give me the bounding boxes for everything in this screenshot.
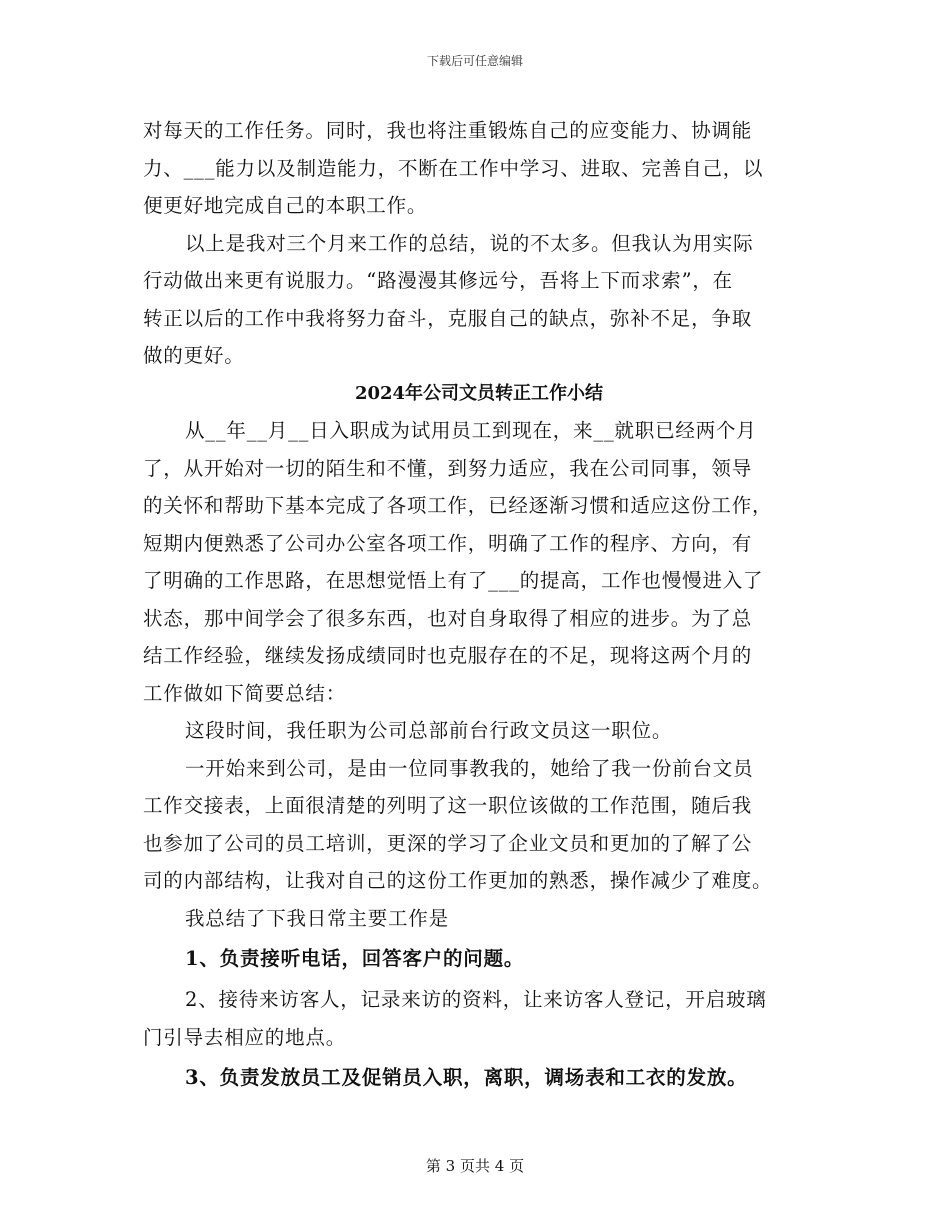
paragraph-line: 了，从开始对一切的陌生和不懂，到努力适应，我在公司同事，领导 (143, 456, 753, 480)
paragraph-line: 短期内便熟悉了公司办公室各项工作，明确了工作的程序、方向，有 (143, 531, 753, 555)
paragraph-line: 也参加了公司的员工培训，更深的学习了企业文员和更加的了解了公 (143, 831, 753, 855)
list-item: 3、负责发放员工及促销员入职，离职，调场表和工衣的发放。 (185, 1066, 748, 1089)
page-header: 下载后可任意编辑 (426, 54, 523, 68)
list-item: 1、负责接听电话，回答客户的问题。 (185, 947, 525, 970)
paragraph-line: 工作做如下简要总结： (143, 681, 347, 705)
section-title: 2024年公司文员转正工作小结 (354, 382, 604, 404)
paragraph-line: 结工作经验，继续发扬成绩同时也克服存在的不足，现将这两个月的 (143, 644, 753, 667)
paragraph-line: 我总结了下我日常主要工作是 (185, 906, 449, 930)
paragraph-line: 对每天的工作任务。同时，我也将注重锻炼自己的应变能力、协调能 (143, 119, 753, 142)
paragraph-line: 转正以后的工作中我将努力奋斗，克服自己的缺点，弥补不足，争取 (143, 306, 753, 330)
paragraph-line: 一开始来到公司，是由一位同事教我的，她给了我一份前台文员 (185, 756, 754, 780)
paragraph-line: 便更好地完成自己的本职工作。 (143, 194, 428, 217)
paragraph-line: 力、___能力以及制造能力，不断在工作中学习、进取、完善自己，以 (143, 156, 764, 180)
list-item: 2、接待来访客人，记录来访的资料，让来访客人登记，开启玻璃 (185, 988, 767, 1011)
paragraph-line: 这段时间，我任职为公司总部前台行政文员这一职位。 (185, 719, 673, 742)
paragraph-line: 了明确的工作思路，在思想觉悟上有了___的提高，工作也慢慢进入了 (143, 569, 764, 592)
paragraph-line: 司的内部结构，让我对自己的这份工作更加的熟悉，操作减少了难度。 (143, 869, 773, 892)
paragraph-line: 工作交接表，上面很清楚的列明了这一职位该做的工作范围，随后我 (143, 794, 753, 817)
paragraph-line: 的关怀和帮助下基本完成了各项工作，已经逐渐习惯和适应这份工作， (143, 494, 773, 517)
document-body (143, 112, 815, 1100)
paragraph-line: 从__年__月__日入职成为试用员工到现在，来__就职已经两个月 (185, 419, 757, 442)
page-footer: 第 3 页共 4 页 (425, 1157, 525, 1175)
paragraph-line: 行动做出来更有说服力。“路漫漫其修远兮，吾将上下而求索”，在 (143, 269, 733, 292)
paragraph-line: 门引导去相应的地点。 (143, 1025, 347, 1049)
paragraph-line: 状态，那中间学会了很多东西，也对自身取得了相应的进步。为了总 (143, 606, 753, 630)
paragraph-line: 以上是我对三个月来工作的总结，说的不太多。但我认为用实际 (185, 231, 754, 255)
paragraph-line: 做的更好。 (143, 344, 245, 367)
